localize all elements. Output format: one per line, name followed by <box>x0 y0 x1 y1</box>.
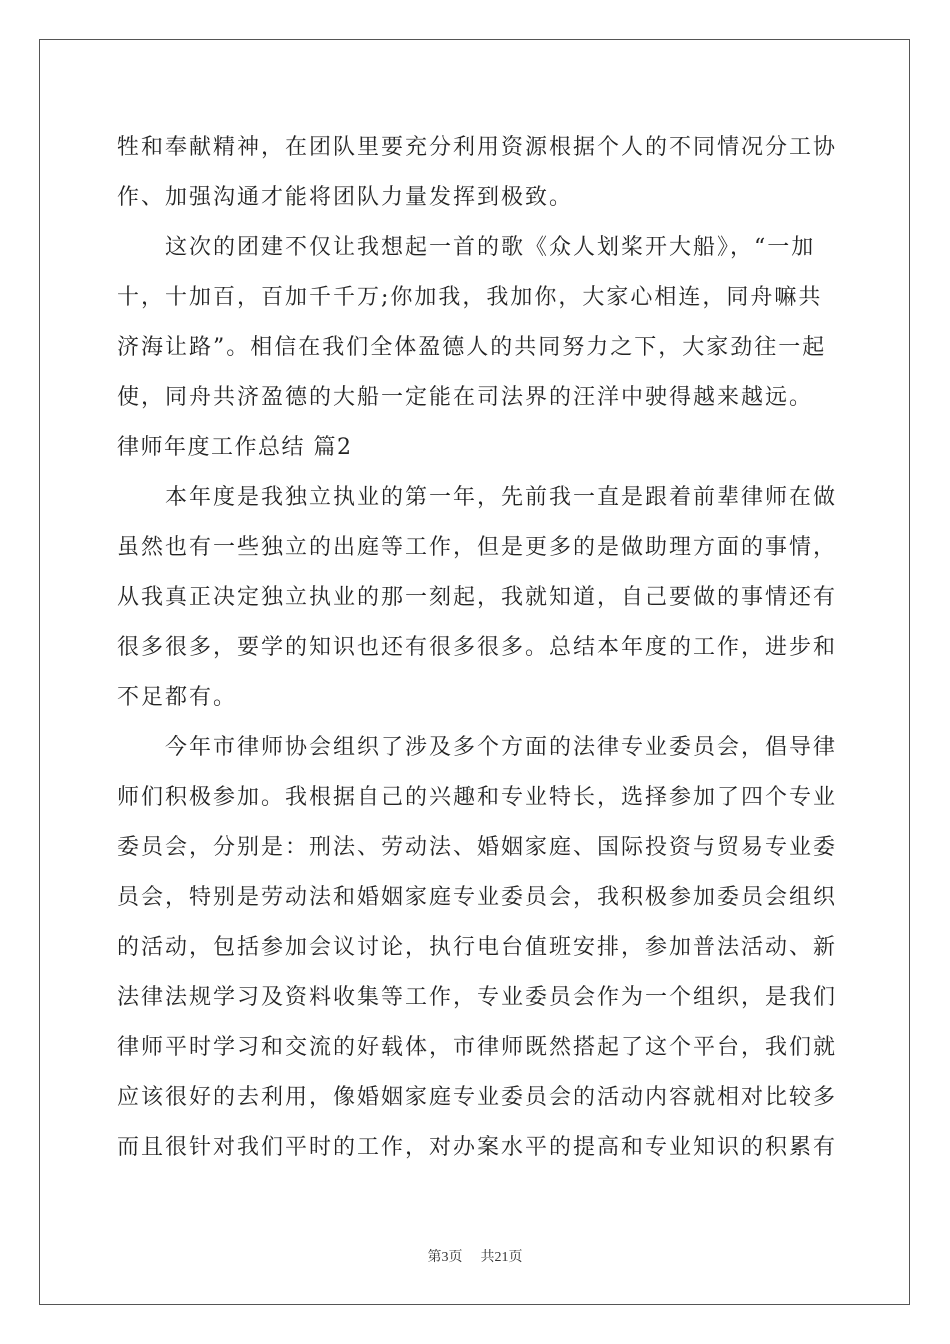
text-line: 师们积极参加。我根据自己的兴趣和专业特长，选择参加了四个专业 <box>117 785 838 810</box>
paragraph-start-line: 这次的团建不仅让我想起一首的歌《众人划桨开大船》，“一加 <box>165 235 816 260</box>
text-line: 从我真正决定独立执业的那一刻起，我就知道，自己要做的事情还有 <box>117 585 838 610</box>
text-line: 牲和奉献精神，在团队里要充分利用资源根据个人的不同情况分工协 <box>117 135 838 160</box>
text-line: 委员会，分别是：刑法、劳动法、婚姻家庭、国际投资与贸易专业委 <box>117 835 838 860</box>
text-line: 济海让路”。相信在我们全体盈德人的共同努力之下，大家劲往一起 <box>117 335 827 360</box>
text-line: 虽然也有一些独立的出庭等工作，但是更多的是做助理方面的事情， <box>117 535 838 560</box>
page-footer <box>0 1246 950 1266</box>
page-number: 第3页 <box>427 1250 463 1265</box>
paragraph-start-line: 今年市律师协会组织了涉及多个方面的法律专业委员会，倡导律 <box>165 735 838 760</box>
text-line: 不足都有。 <box>117 685 238 710</box>
section-heading: 律师年度工作总结 篇2 <box>117 435 353 460</box>
text-line: 员会，特别是劳动法和婚姻家庭专业委员会，我积极参加委员会组织 <box>117 885 838 910</box>
text-line: 法律法规学习及资料收集等工作，专业委员会作为一个组织，是我们 <box>117 985 838 1010</box>
text-line: 而且很针对我们平时的工作，对办案水平的提高和专业知识的积累有 <box>117 1135 838 1160</box>
document-body <box>117 130 837 1180</box>
text-line: 很多很多，要学的知识也还有很多很多。总结本年度的工作，进步和 <box>117 635 838 660</box>
text-line: 十，十加百，百加千千万;你加我，我加你，大家心相连，同舟嘛共 <box>117 285 823 310</box>
text-line: 应该很好的去利用，像婚姻家庭专业委员会的活动内容就相对比较多 <box>117 1085 838 1110</box>
text-line: 律师平时学习和交流的好载体，市律师既然搭起了这个平台，我们就 <box>117 1035 838 1060</box>
text-line: 的活动，包括参加会议讨论，执行电台值班安排，参加普法活动、新 <box>117 935 838 960</box>
paragraph-start-line: 本年度是我独立执业的第一年，先前我一直是跟着前辈律师在做 <box>165 485 838 510</box>
text-line: 作、加强沟通才能将团队力量发挥到极致。 <box>117 185 574 210</box>
text-line: 使，同舟共济盈德的大船一定能在司法界的汪洋中驶得越来越远。 <box>117 385 814 410</box>
page-total: 共21页 <box>480 1250 523 1265</box>
